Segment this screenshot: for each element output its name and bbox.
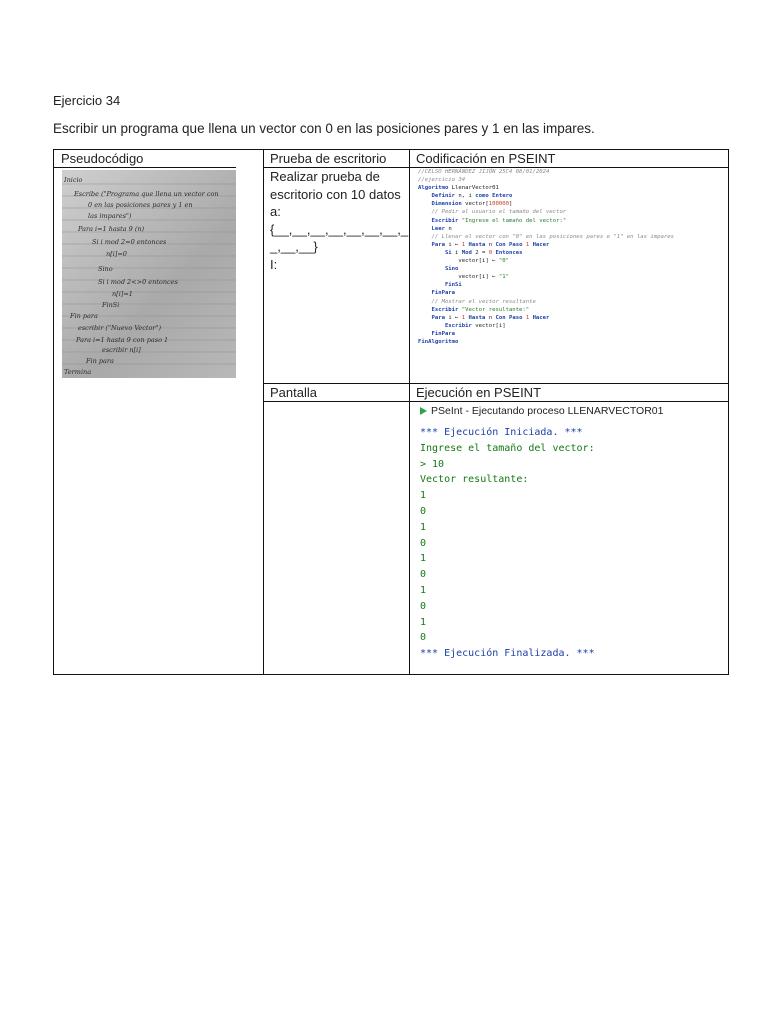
console-value: 0 [420, 600, 427, 612]
pseudocode-title: Pseudocódigo [61, 151, 144, 166]
console-input: > 10 [420, 458, 445, 470]
play-icon [420, 407, 427, 415]
handwriting-line: las impares") [88, 212, 132, 220]
handwriting-line: escribir n[i] [102, 346, 141, 354]
handwriting-line: Para i=1 hasta 9 con paso 1 [76, 336, 169, 344]
screen-title: Pantalla [270, 385, 317, 400]
coding-title: Codificación en PSEINT [416, 151, 556, 166]
exercise-statement: Escribir un programa que llena un vector con 0 en las posiciones pares y 1 en las impares. [53, 121, 595, 136]
handwriting-line: 0 en las posiciones pares y 1 en [88, 201, 193, 209]
handwriting-line: Fin para [86, 357, 114, 365]
handwriting-line: Escribe ("Programa que llena un vector con [74, 190, 219, 198]
console-value: 0 [420, 632, 427, 644]
console-value: 1 [420, 521, 427, 533]
handwriting-line: Si i mod 2=0 entonces [92, 238, 167, 246]
console-title-bar [420, 405, 664, 417]
console-end: *** Ejecución Finalizada. *** [420, 648, 595, 660]
handwriting-line: Inicio [64, 176, 83, 184]
pseint-code: //CELSO HERNÁNDEZ JIJÓN 25C4 08/01/2024 //ejercicio 34 Algoritmo LlenarVector01 Definir n, i como Entero Dimension vector[100000] // Pedir al usuario el tamaño del vector Escribir "Ingrese el tamaño del vector:" Leer n // Llenar el vector con "0" en las posiciones pares e "1" en las impares Para i ← 1 Hasta n Con Paso 1 Hacer Si i Mod 2 = 0 Entonces vector[i] ← "0" Sino vector[i] ← "1" FinSi FinPara // Mostrar el vector resultante Escribir "Vector resultante:" Para i ← 1 Hasta n Con Paso 1 Hacer Escribir vector[i] FinPara FinAlgoritmo [418, 169, 674, 345]
desk-test-text [270, 168, 408, 273]
column-divider [263, 150, 264, 674]
handwriting-line: Termina [64, 368, 92, 376]
desk-line: _,__,__} [270, 239, 318, 254]
header-underline [54, 167, 236, 168]
console-output [420, 425, 595, 662]
handwriting-line: Sino [98, 265, 113, 273]
execution-title: Ejecución en PSEINT [416, 385, 542, 400]
desk-line: escritorio con 10 datos [270, 186, 401, 202]
console-value: 1 [420, 553, 427, 565]
handwriting-line: Fin para [70, 312, 98, 320]
handwriting-line: FinSi [102, 301, 120, 309]
console-value: 0 [420, 537, 427, 549]
exercise-table [53, 149, 729, 675]
row-divider [263, 401, 729, 402]
handwritten-pseudocode-photo [62, 170, 236, 378]
console-value: 1 [420, 584, 427, 596]
handwriting-line: Si i mod 2<>0 entonces [98, 278, 178, 286]
console-prompt: Ingrese el tamaño del vector: [420, 442, 595, 454]
desk-line: a: [270, 204, 281, 219]
desk-test-title: Prueba de escritorio [270, 151, 387, 166]
handwriting-line: n[i]=1 [112, 290, 133, 298]
exercise-heading: Ejercicio 34 [53, 93, 121, 108]
handwriting-line: escribir ("Nuevo Vector") [78, 324, 162, 332]
console-title: PSeInt - Ejecutando proceso LLENARVECTOR01 [431, 405, 664, 417]
desk-line: {__,__,__,__,__,__,__,_ [270, 221, 409, 237]
console-result-label: Vector resultante: [420, 474, 529, 486]
pseint-console [418, 403, 728, 673]
desk-line: Realizar prueba de [270, 169, 380, 184]
desk-line: I: [270, 256, 278, 272]
console-value: 0 [420, 505, 427, 517]
console-value: 0 [420, 569, 427, 581]
console-value: 1 [420, 490, 427, 502]
row-divider [263, 383, 729, 384]
column-divider [409, 150, 410, 674]
handwriting-line: n[i]=0 [106, 250, 127, 258]
console-start: *** Ejecución Iniciada. *** [420, 427, 583, 438]
handwriting-line: Para i=1 hasta 9 (n) [78, 225, 145, 233]
console-value: 1 [420, 616, 427, 628]
